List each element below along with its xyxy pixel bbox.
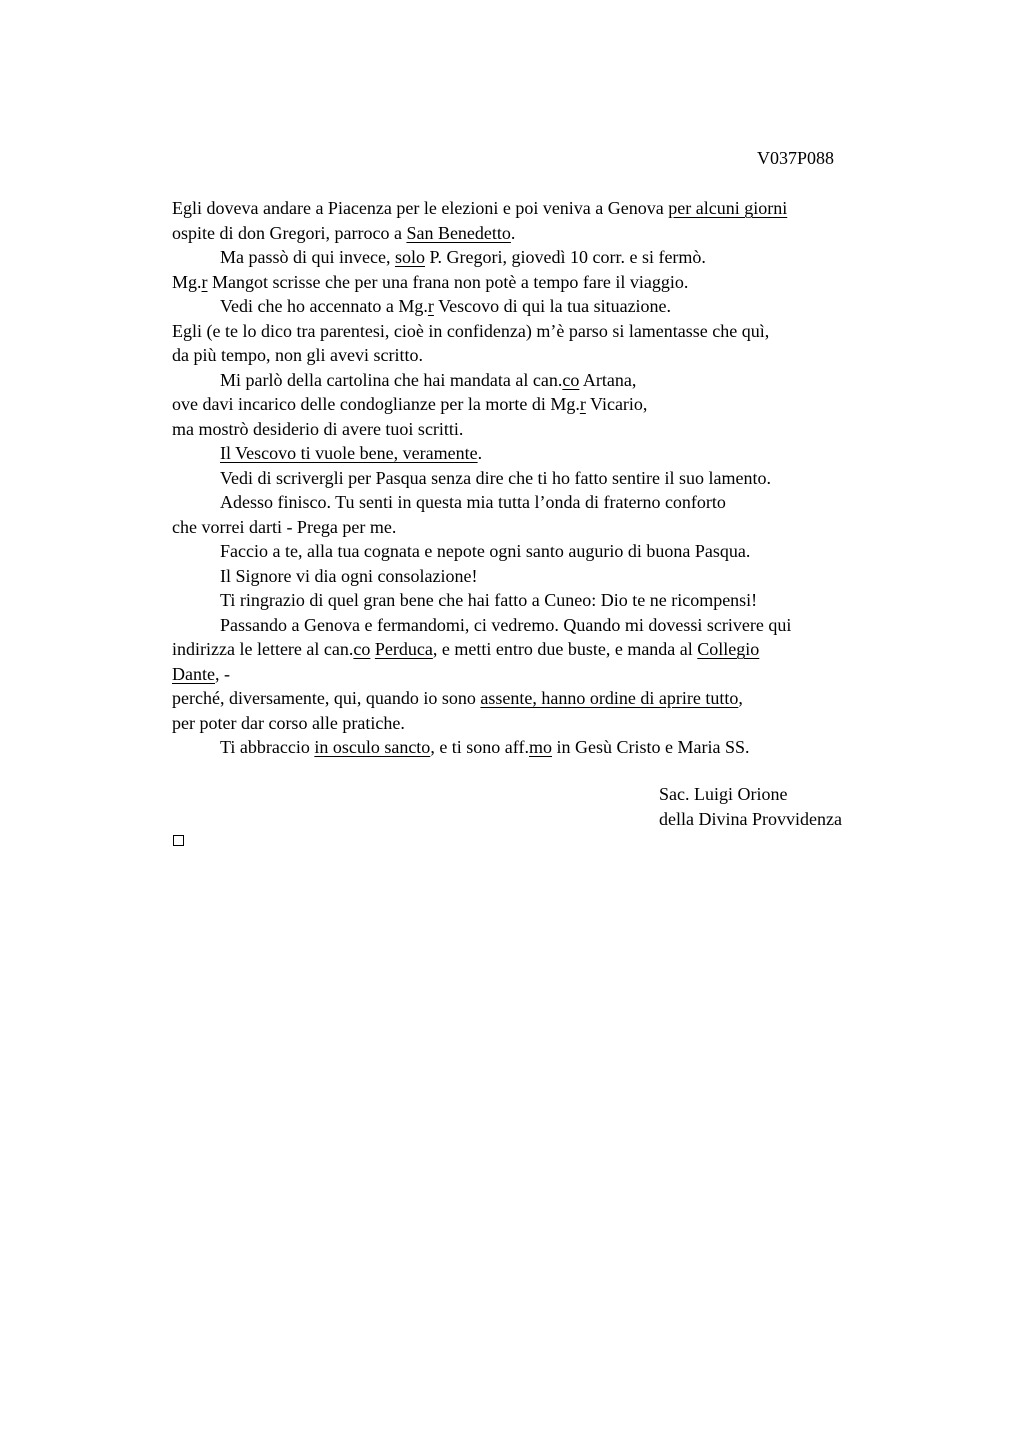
text-segment: indirizza le lettere al can. xyxy=(172,639,354,659)
text-segment: Faccio a te, alla tua cognata e nepote ogni santo augurio di buona Pasqua. xyxy=(220,541,751,561)
text-segment: Vedi che ho accennato a Mg. xyxy=(220,296,428,316)
text-line xyxy=(172,221,892,246)
text-line xyxy=(172,613,892,638)
text-segment: Mg. xyxy=(172,271,202,292)
text-segment: Egli doveva andare a Piacenza per le elezioni e poi veniva a Genova xyxy=(172,198,669,218)
signature-name: Sac. Luigi Orione xyxy=(659,784,788,804)
text-segment: Vescovo di qui la tua situazione. xyxy=(433,296,672,316)
text-line xyxy=(172,343,892,368)
text-segment: . xyxy=(510,222,516,243)
text-segment: Il Signore vi dia ogni consolazione! xyxy=(220,565,478,586)
underlined-text: mo xyxy=(528,737,552,757)
text-segment: Ti abbraccio xyxy=(220,737,315,757)
underlined-text: r xyxy=(427,296,434,316)
text-segment: che vorrei darti - Prega per me. xyxy=(172,516,397,537)
text-segment: Vicario, xyxy=(585,394,648,414)
text-line xyxy=(172,735,892,760)
text-line xyxy=(172,711,892,736)
text-segment: , - xyxy=(214,663,230,684)
text-line xyxy=(172,441,892,466)
text-line xyxy=(172,637,892,662)
underlined-text: co xyxy=(353,639,371,659)
text-line xyxy=(172,417,892,442)
underlined-text: Dante xyxy=(172,663,215,684)
text-segment: Mi parlò della cartolina che hai mandata al can. xyxy=(220,369,563,390)
text-line xyxy=(172,662,892,687)
text-segment: per poter dar corso alle pratiche. xyxy=(172,712,405,733)
text-line xyxy=(172,319,892,344)
text-line xyxy=(172,245,892,270)
text-segment: Adesso finisco. Tu senti in questa mia tutta l’onda di fraterno conforto xyxy=(220,492,726,512)
signature-block xyxy=(659,782,842,831)
text-segment: Passando a Genova e fermandomi, ci vedremo. Quando mi dovessi scrivere qui xyxy=(220,614,792,635)
text-line xyxy=(172,392,892,417)
text-segment: da più tempo, non gli avevi scritto. xyxy=(172,345,423,365)
text-line xyxy=(172,270,892,295)
text-line xyxy=(172,490,892,515)
text-line xyxy=(172,196,892,221)
underlined-text: per alcuni giorni xyxy=(668,198,788,218)
text-segment: perché, diversamente, qui, quando io sono xyxy=(172,688,481,708)
text-line xyxy=(172,539,892,564)
text-line xyxy=(172,368,892,393)
text-segment: in Gesù Cristo e Maria SS. xyxy=(551,737,750,757)
text-line xyxy=(172,686,892,711)
underlined-text: r xyxy=(201,271,208,292)
text-line xyxy=(172,466,892,491)
letter-body xyxy=(172,196,892,760)
underlined-text: Perduca xyxy=(374,639,433,659)
text-line xyxy=(172,564,892,589)
underlined-text: San Benedetto xyxy=(406,222,511,243)
text-segment: Mangot scrisse che per una frana non potè a tempo fare il viaggio. xyxy=(207,271,689,292)
text-segment: ove davi incarico delle condoglianze per la morte di Mg. xyxy=(172,394,580,414)
text-segment: ma mostrò desiderio di avere tuoi scritti. xyxy=(172,418,464,439)
underlined-text: Il Vescovo ti vuole bene, veramente xyxy=(220,443,478,463)
text-line xyxy=(172,588,892,613)
underlined-text: in osculo sancto xyxy=(314,737,431,757)
underlined-text: solo xyxy=(394,247,425,267)
text-segment: . xyxy=(477,443,483,463)
text-segment: Artana, xyxy=(579,369,637,390)
underlined-text: r xyxy=(579,394,586,414)
text-segment: Ma passò di qui invece, xyxy=(220,247,395,267)
end-mark-box xyxy=(173,835,184,846)
text-segment: Egli (e te lo dico tra parentesi, cioè in confidenza) m’è parso si lamentasse che quì, xyxy=(172,320,770,341)
text-segment: ospite di don Gregori, parroco a xyxy=(172,222,407,243)
underlined-text: assente, hanno ordine di aprire tutto xyxy=(480,688,739,708)
text-segment: P. Gregori, giovedì 10 corr. e si fermò. xyxy=(424,247,706,267)
text-line xyxy=(172,294,892,319)
document-id: V037P088 xyxy=(757,148,835,168)
underlined-text: co xyxy=(562,369,580,390)
text-segment: , e ti sono aff. xyxy=(430,737,529,757)
text-segment: Ti ringrazio di quel gran bene che hai fatto a Cuneo: Dio te ne ricompensi! xyxy=(220,590,758,610)
text-segment: Vedi di scrivergli per Pasqua senza dire che ti ho fatto sentire il suo lamento. xyxy=(220,467,772,488)
text-segment: , xyxy=(738,688,743,708)
text-segment: , e metti entro due buste, e manda al xyxy=(432,639,698,659)
text-line xyxy=(172,515,892,540)
signature-title: della Divina Provvidenza xyxy=(659,808,842,829)
underlined-text: Collegio xyxy=(697,639,760,659)
